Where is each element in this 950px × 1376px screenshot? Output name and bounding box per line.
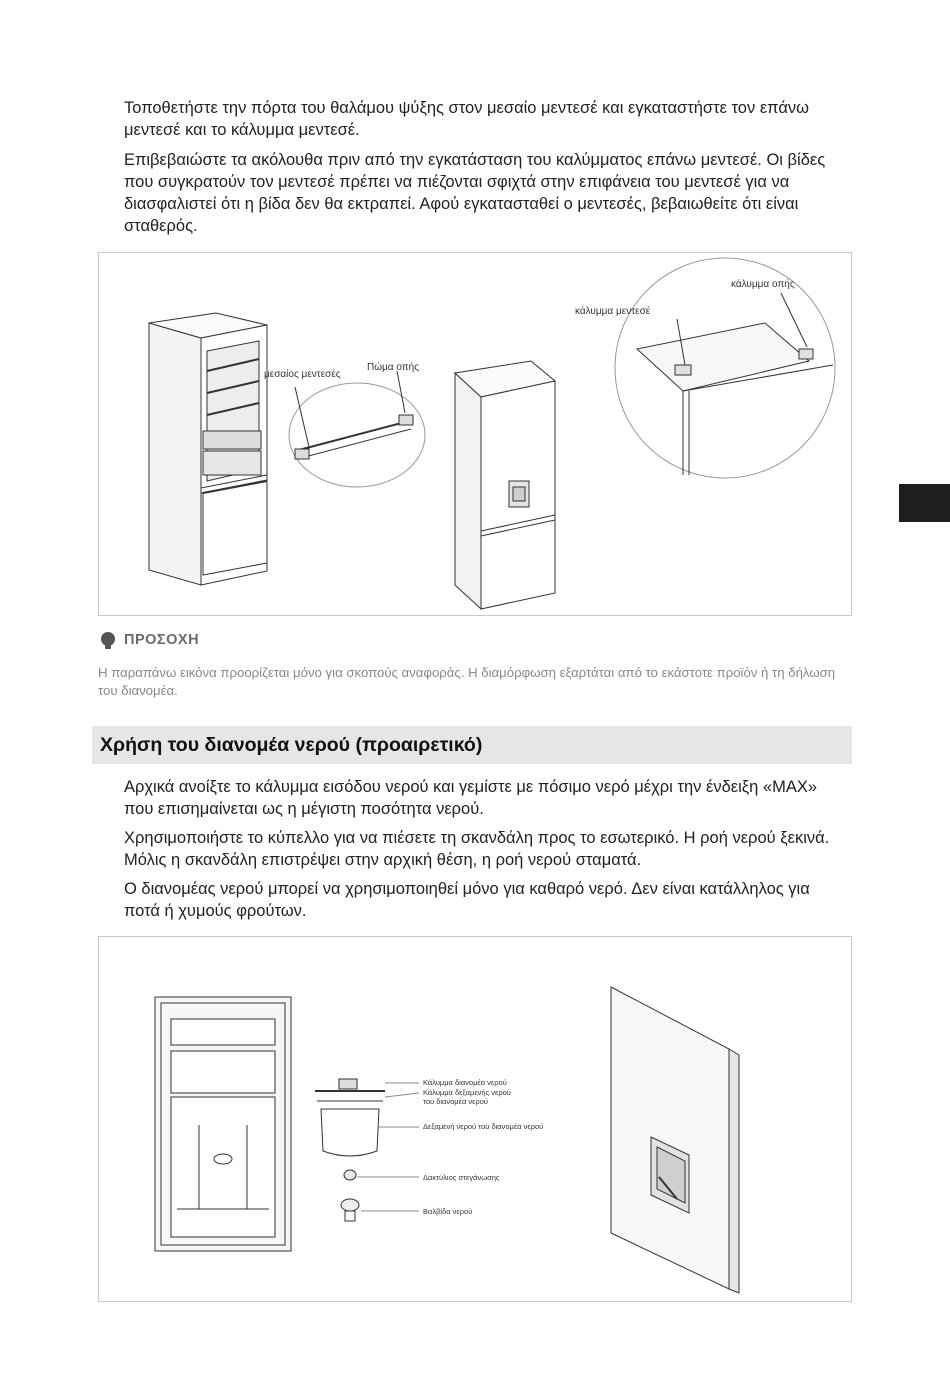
paragraph-use-cup: Χρησιμοποιήστε το κύπελλο για να πιέσετε τη σκανδάλη προς το εσωτερικό. Η ροή νερού ξεκινά. Μόλις η σκανδάλη επιστρέψει στην αρχική θέση, η ροή νερού σταματά. xyxy=(124,829,830,869)
label-middle-hinge: μεσαίος μεντεσές xyxy=(264,369,341,380)
label-hole-cover: κάλυμμα οπής xyxy=(731,279,795,290)
label-tank-cover-line2: του διανομέα νερού xyxy=(423,1097,489,1106)
label-water-tank: Δεξαμενή νερού του διανομέα νερού xyxy=(423,1122,544,1131)
paragraph-fill-water: Αρχικά ανοίξτε το κάλυμμα εισόδου νερού και γεμίστε με πόσιμο νερό μέχρι την ένδειξη «MAX» που επισημαίνεται ως η μέγιστη ποσότητα νερού. xyxy=(124,778,818,818)
label-hinge-cover: κάλυμμα μεντεσέ xyxy=(575,306,651,317)
page-tab-marker xyxy=(899,484,950,522)
label-dispenser-cover: Κάλυμμα διανομέα νερού xyxy=(423,1078,507,1087)
hinge-installation-figure xyxy=(98,252,852,616)
caution-text: Η παραπάνω εικόνα προορίζεται μόνο για σκοπούς αναφοράς. Η διαμόρφωση εξαρτάται από το εκάστοτε προϊόν ή τη δήλωση του διανομέα. xyxy=(98,665,836,698)
label-hole-plug: Πώμα οπής xyxy=(367,362,420,373)
paragraph-door-install: Τοποθετήστε την πόρτα του θαλάμου ψύξης στον μεσαίο μεντεσέ και εγκαταστήστε τον επάνω μεντεσέ και το κάλυμμα μεντεσέ. xyxy=(124,99,809,139)
label-water-valve: Βαλβίδα νερού xyxy=(423,1207,473,1216)
section-title: Χρήση του διανομέα νερού (προαιρετικό) xyxy=(100,734,483,756)
section-header xyxy=(92,726,852,764)
hinge-installation-illustration xyxy=(99,253,851,615)
water-dispenser-figure xyxy=(98,936,852,1302)
paragraph-hinge-check: Επιβεβαιώστε τα ακόλουθα πριν από την εγκατάσταση του καλύμματος επάνω μεντεσέ. Οι βίδες που συγκρατούν τον μεντεσέ πρέπει να πιέζονται σφιχτά στην επιφάνεια του μεντεσέ για να διασφαλιστεί ότι η βίδα δεν θα εκτραπεί. Αφού εγκατασταθεί ο μεντεσές, βεβαιωθείτε ότι είναι σταθερός. xyxy=(124,151,826,235)
caution-title: ΠΡΟΣΟΧΗ xyxy=(124,632,200,648)
water-dispenser-illustration xyxy=(99,937,851,1301)
lightbulb-icon xyxy=(98,631,118,656)
label-sealing-ring: Δακτύλιος στεγάνωσης xyxy=(423,1173,500,1182)
paragraph-clean-water-only: Ο διανομέας νερού μπορεί να χρησιμοποιηθεί μόνο για καθαρό νερό. Δεν είναι κατάλληλος για ποτά ή χυμούς φρούτων. xyxy=(124,880,810,920)
label-tank-cover-line1: Κάλυμμα δεξαμενής νερού xyxy=(423,1088,511,1097)
